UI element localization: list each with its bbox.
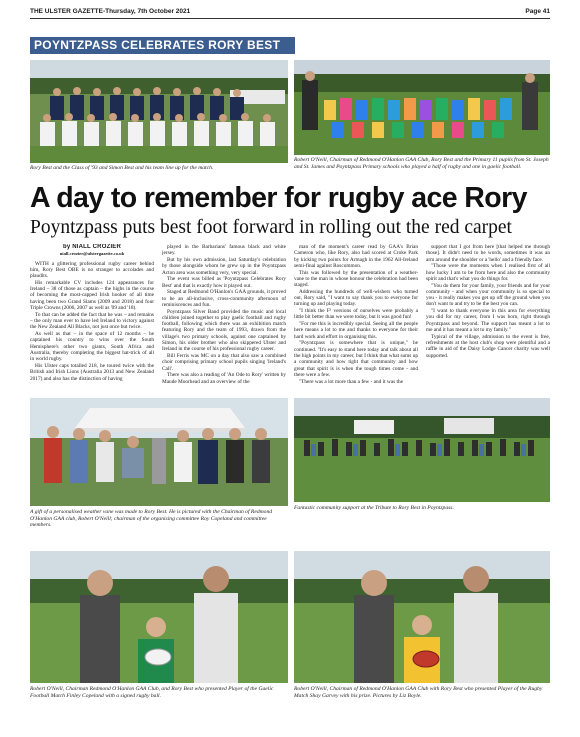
article-paragraph: To that can be added the fact that he was – and remains – the only man ever to have led Ireland to victory against the New Zealand All Blacks, not just once but twice. xyxy=(30,311,154,331)
subheadline: Poyntzpass puts best foot forward in rolling out the red carpet xyxy=(30,217,512,238)
photo-pupils xyxy=(294,60,550,155)
article-paragraph: The event was billed as 'Poyntzpass Celebrates Rory Best' and that is exactly how it played out. xyxy=(162,276,286,289)
photo-team-lineup xyxy=(30,60,288,163)
caption-weather-vane: A gift of a personalised weather vane was made to Rory Best. He is pictured with the Chairman of Redmond O'Hanlon GAA club, Robert O'Neill; chairman of the organising committee Roy Copeland and committee members. xyxy=(30,509,273,529)
article-paragraph: Typical of the village, admission to the event is free, refreshments at the host club's shop were plentiful and a raffle in aid of the Daisy Lodge Cancer charity was well supported. xyxy=(426,333,550,359)
masthead-rule xyxy=(30,18,550,19)
article-paragraph: As well as that – in the space of 12 months – he captained his country to wins over the South Hemisphere's other two giants, South Africa and Australia, thereby completing the biggest hat-trick of all in world rugby. xyxy=(30,331,154,363)
caption-pupils: Robert O'Neill, Chairman of Redmond O'Hanlon GAA Club, Rory Best and the Primary 11 pupils from St. Joseph and St. James and Poyntzpass Primary schools who played a half of rugby and one in gaelic football. xyxy=(294,157,549,170)
byline: by NIALL CROZIER xyxy=(62,244,122,250)
masthead-page-number: Page 41 xyxy=(525,7,550,15)
pupils-image xyxy=(294,60,550,155)
article-paragraph: This was followed by the presentation of a weather-vane to the man in whose honour the celebration had been staged. xyxy=(294,269,418,289)
article-paragraph: WITH a glittering professional rugby career behind him, Rory Best OBE is no stranger to accolades and plaudits. xyxy=(30,260,154,280)
caption-crowd: Fantastic community support at the Tribute to Rory Best in Poyntzpass. xyxy=(294,505,454,511)
caption-team-lineup: Rory Best and the Class of '93 and Simon Best and his team line up for the match. xyxy=(30,165,214,171)
article-paragraph: "Poyntzpass is somewhere that is unique," he continued. "It's easy to stand here today and talk about all the high points in my career, but I think that what sums up a community and how tight that community and how great that spirit is is when the tough times come - and there were a few. xyxy=(294,340,418,378)
article-paragraph: "I think the F¹ versions of ourselves were probably a little bit better than we were today, but it was good fun! xyxy=(294,308,418,321)
byline-email[interactable]: niall.crozier@ulstergazette.co.uk xyxy=(59,251,125,257)
article-paragraph: "Those were the moments when I realised first of all how lucky I am to be from here and also the community spirit and that's what you do things for. xyxy=(426,263,550,282)
article-paragraph: played in the Barbarians' famous black and white jersey. xyxy=(162,244,286,257)
weather-vane-image xyxy=(30,398,288,506)
article-paragraph: Bill Ferris was MC on a day that also saw a combined choir comprising primary school pupils singing 'Ireland's Call'. xyxy=(162,353,286,372)
photo-gaelic-player-of-match xyxy=(30,551,288,683)
article-column-3 xyxy=(294,244,418,394)
article-column-2 xyxy=(162,244,286,394)
article-paragraph: man of the moment's career read by GAA's Brian Cameron who, like Rory, also had scored at Croke Park by kicking two points for Armagh in the 1962 All-Ireland semi-final against Roscommon. xyxy=(294,244,418,269)
caption-gaelic-player-of-match: Robert O'Neill, Chairman Redmond O'Hanlon GAA Club, and Rory Best who presented Player of the Gaelic Football Match Finley Copeland with a signed rugby ball. xyxy=(30,686,274,699)
article-paragraph: His remarkable CV includes 124 appearances for Ireland – 38 of those as captain – the highs in the course of becoming the most-capped Irish hooker of all time having been two Grand Slams (2009 and 2018) and four Triple Crowns (2006, 2007 as well as '09 and '18). xyxy=(30,279,154,312)
article-paragraph: Addressing the hundreds of well-wishers who turned out, Rory said, "I want to say thank you to everyone for turning up and playing today. xyxy=(294,288,418,308)
caption-rugby-player-of-match: Robert O'Neill, Chairman of Redmond O'Hanlon GAA Club with Rory Best who presented Player of the Rugby Match Shay Garvey with his prize. Pictures by Liz Boyle. xyxy=(294,686,543,699)
article-paragraph: "There was a lot more than a few - and it was the xyxy=(299,378,403,385)
article-column-4 xyxy=(426,244,550,394)
team-lineup-image xyxy=(30,60,288,163)
article-paragraph: Staged at Redmond O'Hanlon's GAA grounds, it proved to be an all-inclusive, cross-community afternoon of reminiscences and fun. xyxy=(162,289,286,308)
masthead xyxy=(30,5,550,17)
photo-crowd xyxy=(294,398,550,502)
article-column-1 xyxy=(30,244,154,394)
article-paragraph: His Ulster caps totalled 218, he toured twice with the British and Irish Lions (Australia 2013 and New Zealand 2017) and also has the distinction of having xyxy=(30,362,154,382)
article-paragraph: "I want to thank everyone in this area for everything you did for my career, from I was born, right through Poyntzpass and beyond. The support has meant a lot to me and it has meant a lot to my family." xyxy=(426,308,550,334)
article-paragraph: There was also a reading of 'An Ode to Rory' written by Maude Moorhead and an overview of the xyxy=(162,372,286,385)
section-title: POYNTZPASS CELEBRATES RORY BEST xyxy=(30,37,295,54)
headline: A day to remember for rugby ace Rory xyxy=(30,182,527,214)
article-paragraph: "You do them for your family, your friends and for your community - and when your community is so special to you - it really makes you get up off the ground when you don't want to and try to be the best you can. xyxy=(426,282,550,308)
gaelic-player-image xyxy=(30,551,288,683)
crowd-image xyxy=(294,398,550,502)
masthead-paper-date: THE ULSTER GAZETTE-Thursday, 7th October 2021 xyxy=(30,7,191,15)
rugby-player-image xyxy=(294,551,550,683)
article-paragraph: support that I got from here [that helped me through those]. It didn't need to be words, sometimes it was an arm around the shoulder or a 'hello' and a friendly face. xyxy=(426,244,550,263)
article-paragraph: Poyntzpass Silver Band provided the music and local children joined together to play gaelic football and rugby football, following which there was an exhibition match featuring Rory and the team of 1993, drawn from the village's two primary schools, against one captained by Simon, his older brother who also skippered Ulster and Ireland in the course of his professional rugby career. xyxy=(162,308,286,353)
article-paragraph: But by his own admission, last Saturday's celebration by those alongside whom he grew up in the Poyntzpass Acton area was something very, very special. xyxy=(162,256,286,276)
article-paragraph: "For me this is incredibly special. Seeing all the people here means a lot to me and thanks to everyone for their hard work and effort in organising this. xyxy=(294,321,418,340)
photo-rugby-player-of-match xyxy=(294,551,550,683)
photo-weather-vane xyxy=(30,398,288,506)
